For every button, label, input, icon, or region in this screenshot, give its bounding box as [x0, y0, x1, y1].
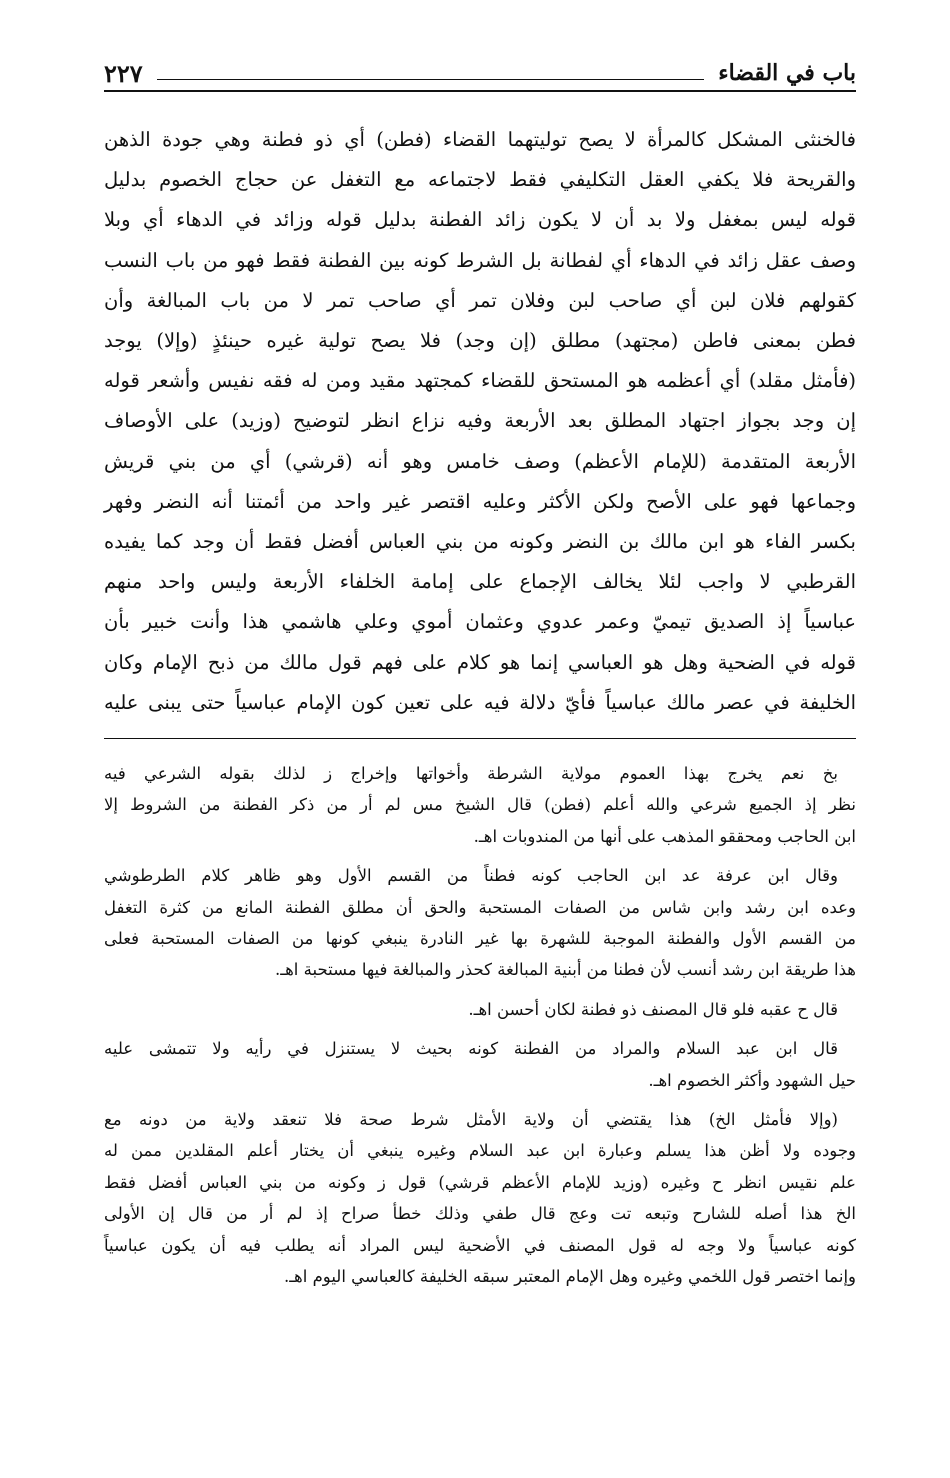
- main-line: وجماعها فهو على الأصح ولكن الأكثر وعليه اقتصر غير واحد من أئمتنا أنه النضر وفهر: [104, 489, 856, 513]
- footnote-line: وقال ابن عرفة عد ابن الحاجب كونه فطناً من القسم الأول وهو ظاهر كلام الطرطوشي: [104, 866, 838, 886]
- footnote-line: (وإلا فأمثل الخ) هذا يقتضي أن ولاية الأمثل شرط صحة فلا تنعقد ولاية من دونه مع: [104, 1110, 838, 1130]
- main-line: عباسياً إذ الصديق تيميّ وعمر عدوي وعثمان أموي وعلي هاشمي هذا وأنت خبير بأن: [104, 610, 856, 634]
- main-line: فالخنثى المشكل كالمرأة لا يصح توليتهما القضاء (فطن) أي ذو فطنة وهي جودة الذهن: [104, 128, 856, 151]
- footnote-line: الخ هذا أصله للشارح وتبعه تت وعج قال طفي وذلك خطأ صراح إذ لم أر من قال إن الأولى: [104, 1204, 856, 1224]
- chapter-title: باب في القضاء: [718, 60, 856, 86]
- main-line: قوله في الضحية وهل هو العباسي إنما هو كلام على فهم قول مالك من ذبح الإمام وكان: [104, 650, 856, 674]
- footnote-paragraph: [104, 860, 856, 986]
- footnote-line: هذا طريقة ابن رشد أنسب لأن فطنا من أبنية المبالغة كحذر والمبالغة فيها مستحبة اهـ.: [275, 960, 856, 980]
- header-rule: [157, 79, 705, 80]
- main-line: كقولهم فلان لبن أي صاحب لبن وفلان تمر أي صاحب تمر لا من باب المبالغة وأن: [104, 288, 856, 312]
- footnote-line: بخ نعم يخرج بهذا العموم مولاية الشرطة وأخواتها وإخراج ز لذلك بقوله الشرعي فيه: [104, 764, 838, 783]
- footnote-line: حيل الشهود وأكثر الخصوم اهـ.: [648, 1070, 856, 1090]
- main-line: فطن بمعنى فاطن (مجتهد) مطلق (إن وجد) فلا يصح تولية غيره حينئذٍ (وإلا) يوجد: [104, 329, 856, 353]
- main-line: والقريحة فلا يكفي العقل التكليفي فقط لاجتماعه مع التغفل عن حجاج الخصوم بدليل: [104, 168, 856, 192]
- footnote-line: من القسم الأول والفطنة الموجبة للشهرة بها غير النادرة ينبغي كونها من الصفات المستحبة فعلى: [104, 929, 856, 949]
- footnote-divider: [104, 738, 856, 739]
- main-line: الخليفة في عصر مالك عباسياً فأيّ دلالة فيه على تعين كون الإمام عباسياً حتى يبنى عليه: [104, 690, 856, 714]
- footnote-line: وعده ابن رشد وابن شاس من الصفات المستحبة والحق أن مطلق الفطنة المانع من كثرة التغفل: [104, 897, 856, 917]
- main-line: إن وجد بجواز اجتهاد المطلق بعد الأربعة وفيه نزاع انظر لتوضيح (وزيد) على الأوصاف: [104, 409, 856, 433]
- main-line: الأربعة المتقدمة (للإمام الأعظم) وصف خامس وهو أنه (قرشي) أي من بني قريش: [104, 449, 856, 473]
- footnote-line: قال ابن عبد السلام والمراد من الفطنة كونه بحيث لا يستنزل في رأيه ولا تتمشى عليه: [104, 1039, 838, 1059]
- footnote-line: نظر إذ الجميع شرعي والله أعلم (فطن) قال الشيخ مس لم أر من ذكر الفطنة من الشروط إلا: [104, 795, 856, 815]
- footnote-paragraph: [104, 758, 856, 852]
- main-line: (فأمثل مقلد) أي أعظمه هو المستحق للقضاء كمجتهد مقيد ومن له فقه نفيس وأشعر قوله: [104, 369, 856, 393]
- page-number: ٢٢٧: [104, 59, 143, 88]
- footnote-paragraph: [104, 1104, 856, 1292]
- main-line: بكسر الفاء هو ابن مالك بن النضر وكونه من بني العباس أفضل فقط أن وجد كما يفيده: [104, 530, 856, 554]
- footnotes: [104, 758, 856, 1301]
- main-line: قوله ليس بمغفل ولا بد أن لا يكون زائد الفطنة بدليل قوله وزائد في الدهاء أي وبلا: [104, 208, 856, 232]
- footnote-line: وإنما اختصر قول اللخمي وغيره وهل الإمام المعتبر سبقه الخليفة كالعباسي اليوم اهـ.: [283, 1267, 856, 1287]
- footnote-line: علم نقيس انظر ح وغيره (وزيد للإمام الأعظم قرشي) قول ز وكونه من بني العباس أفضل فقط: [104, 1172, 856, 1192]
- main-line: القرطبي لا واجب لئلا يخالف الإجماع على إمامة الخلفاء الأربعة وليس واحد منهم: [104, 570, 856, 594]
- footnote-line: وجوده ولا أظن هذا يسلم وعبارة ابن عبد السلام وغيره ينبغي أن يختار أعلم المقلدين ممن له: [104, 1141, 856, 1161]
- main-line: وصف عقل زائد في الدهاء أي لفطانة بل الشرط كونه بين الفطنة فقط فهو من باب النسب: [104, 248, 856, 272]
- footnote-line: ابن الحاجب ومحققو المذهب على أنها من المندوبات اهـ.: [473, 826, 856, 846]
- main-text: [104, 120, 856, 723]
- footnote-line: قال ح عقبه فلو قال المصنف ذو فطنة لكان أحسن اهـ.: [468, 999, 838, 1019]
- page-header: [104, 56, 856, 92]
- footnote-line: كونه عباسياً ولا وجه له قول المصنف في الأضحية ليس المراد أنه يطلب فيه أن يكون عباسياً: [104, 1235, 856, 1255]
- footnote-paragraph: [104, 994, 856, 1025]
- footnote-paragraph: [104, 1033, 856, 1096]
